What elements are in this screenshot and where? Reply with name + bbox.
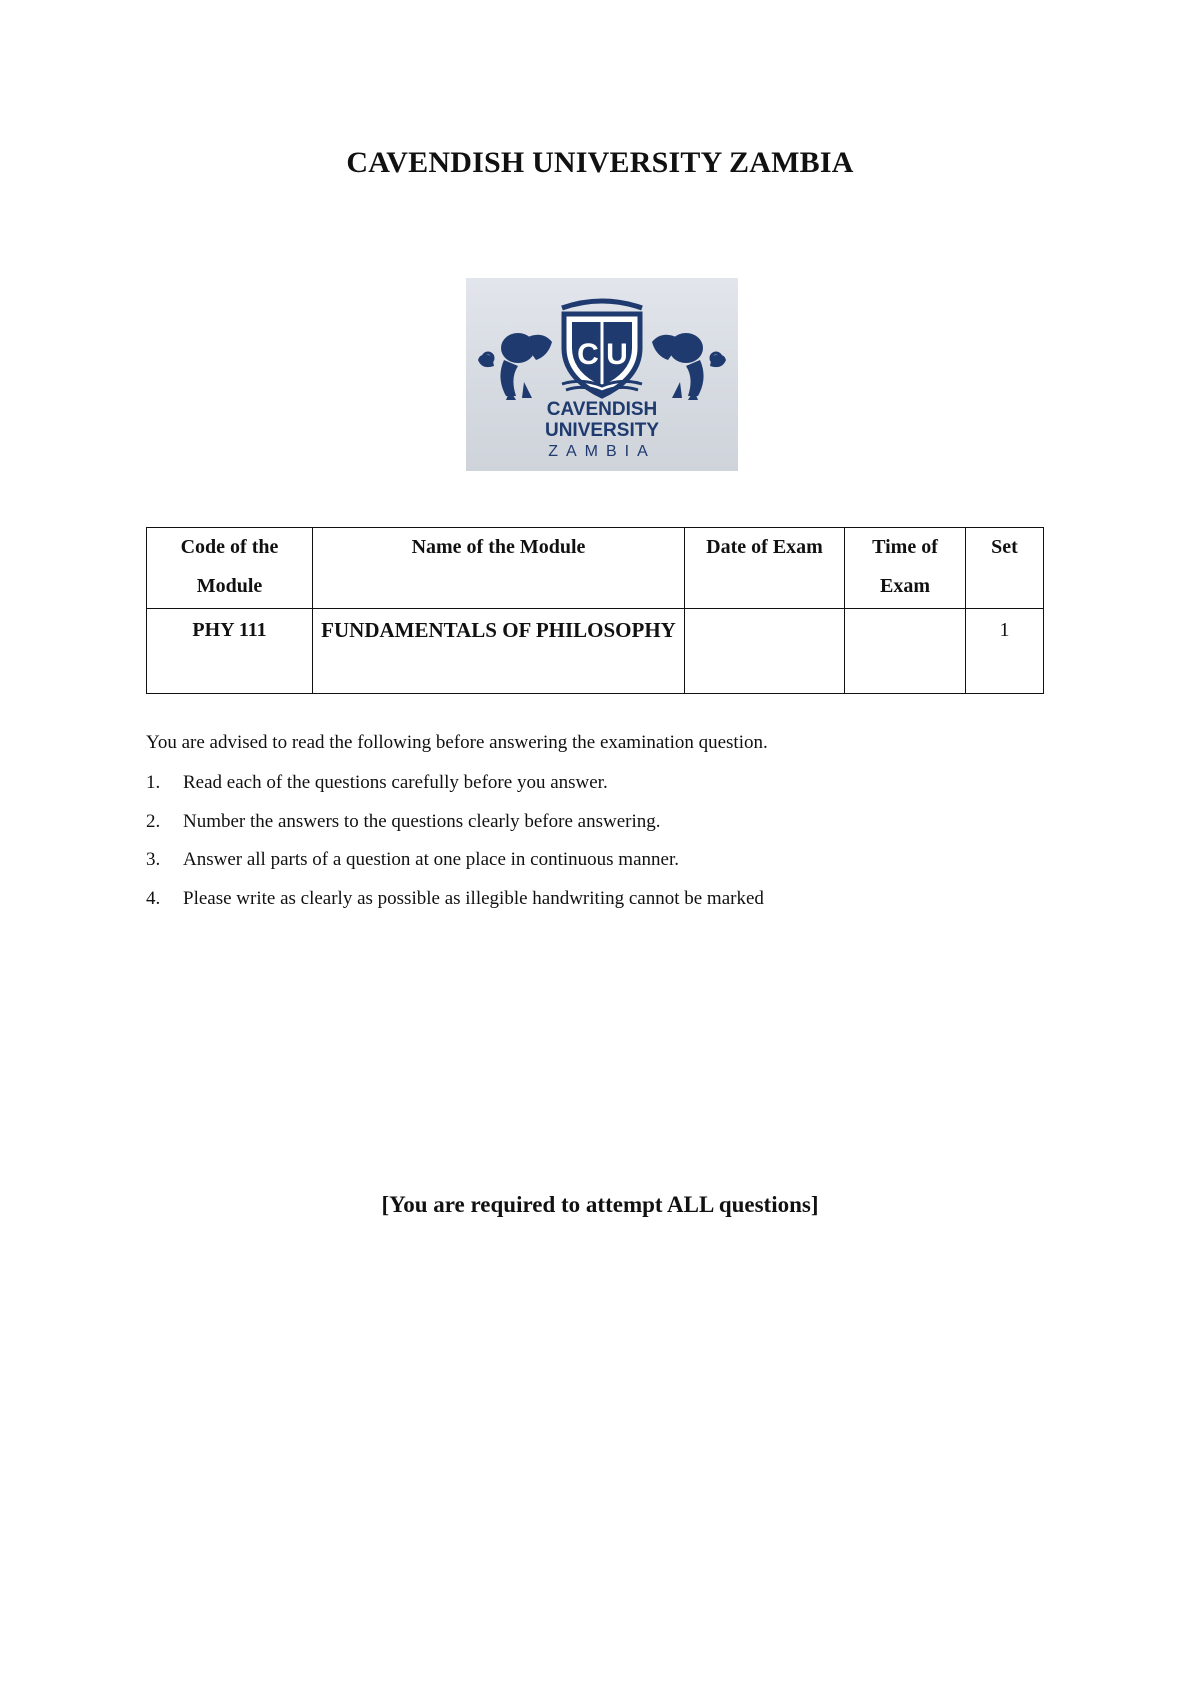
logo-line-university: UNIVERSITY [544, 420, 660, 441]
table-header-row [147, 528, 1044, 609]
table-row [147, 609, 1044, 694]
list-item [146, 847, 764, 886]
cell-date [685, 609, 845, 694]
university-logo [466, 278, 738, 471]
list-item-number: 4. [146, 887, 161, 909]
left-lion-icon [478, 333, 552, 400]
list-item [146, 770, 764, 809]
header-code: Code of the Module [147, 528, 313, 609]
list-item-text: Answer all parts of a question at one place in continuous manner. [183, 849, 679, 870]
list-item [146, 886, 764, 925]
list-item-text: Read each of the questions carefully before you answer. [183, 772, 608, 793]
right-lion-icon [652, 333, 726, 400]
cell-time [845, 609, 966, 694]
cell-code: PHY 111 [147, 609, 313, 694]
logo-line-cavendish: CAVENDISH [546, 399, 658, 420]
shield-icon [564, 314, 640, 396]
cell-name: FUNDAMENTALS OF PHILOSOPHY [313, 609, 685, 694]
page-title: CAVENDISH UNIVERSITY ZAMBIA [346, 146, 854, 179]
exam-info-table [146, 527, 1044, 694]
header-name: Name of the Module [313, 528, 685, 609]
header-date: Date of Exam [685, 528, 845, 609]
instructions-intro: You are advised to read the following before answering the examination question. [146, 732, 768, 753]
list-item-number: 1. [146, 772, 161, 793]
svg-text:C: C [577, 338, 599, 371]
list-item-text: Number the answers to the questions clearly before answering. [183, 810, 661, 832]
instructions-list [146, 770, 764, 924]
header-time: Time of Exam [845, 528, 966, 609]
list-item-number: 3. [146, 849, 161, 870]
cell-set: 1 [966, 609, 1044, 694]
header-set: Set [966, 528, 1044, 609]
list-item-text: Please write as clearly as possible as illegible handwriting cannot be marked [183, 887, 764, 909]
logo-line-zambia: ZAMBIA [548, 443, 656, 460]
svg-text:U: U [606, 338, 628, 371]
list-item-number: 2. [146, 810, 161, 832]
list-item [146, 809, 764, 848]
required-note: [You are required to attempt ALL questions] [381, 1192, 819, 1217]
